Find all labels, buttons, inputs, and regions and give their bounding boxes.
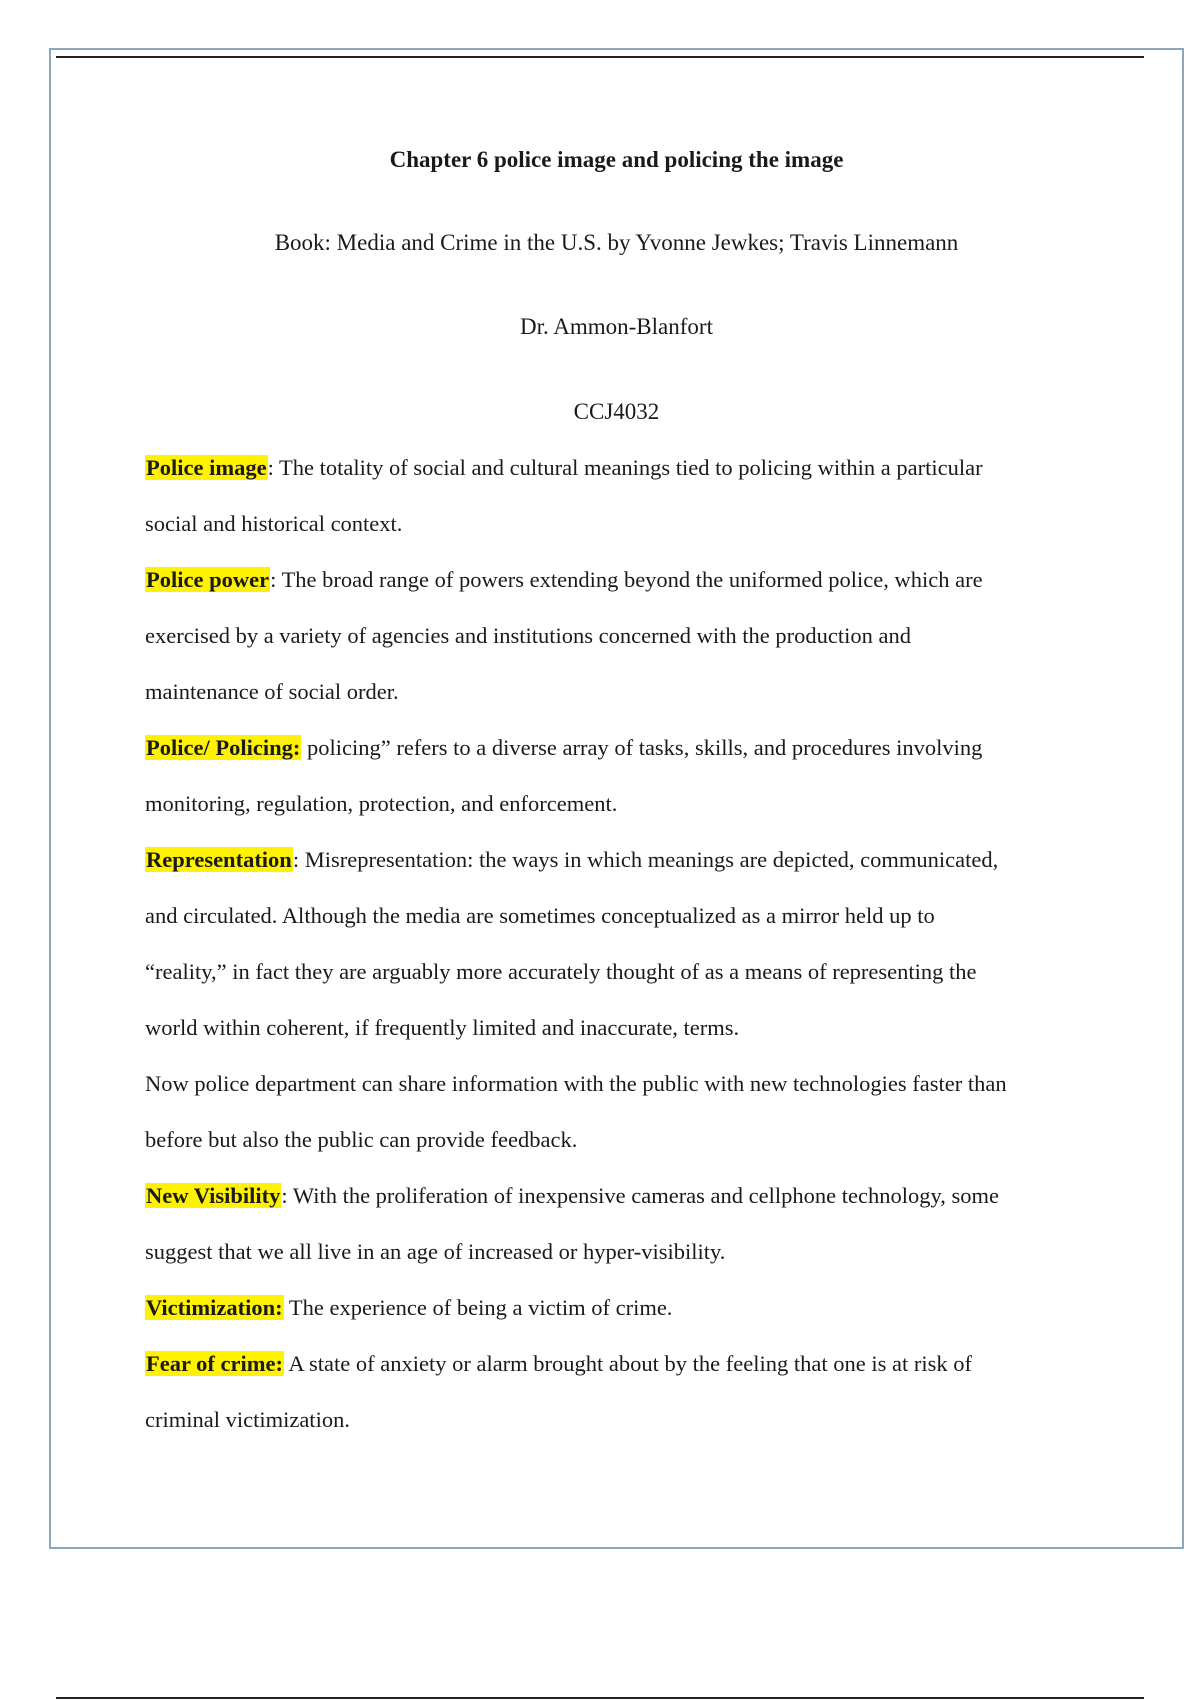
definition-text: A state of anxiety or alarm brought about by the feeling that one is at risk of — [284, 1351, 972, 1376]
document-body — [145, 440, 1085, 1448]
bottom-rule — [56, 1697, 1144, 1699]
term-policing: Police/ Policing: — [146, 735, 301, 760]
entry-representation-line4: world within coherent, if frequently limited and inaccurate, terms. — [145, 1015, 740, 1040]
entry-policing-line2: monitoring, regulation, protection, and enforcement. — [145, 791, 618, 816]
entry-representation-line3: “reality,” in fact they are arguably more accurately thought of as a means of representing the — [145, 959, 977, 984]
entry-fear-of-crime-line1 — [145, 1336, 1085, 1392]
book-citation: Book: Media and Crime in the U.S. by Yvonne Jewkes; Travis Linnemann — [274, 230, 959, 255]
definition-text: : Misrepresentation: the ways in which meanings are depicted, communicated, — [292, 847, 999, 872]
term-police-image: Police image — [146, 455, 267, 480]
entry-fear-of-crime-line2: criminal victimization. — [145, 1407, 350, 1432]
entry-police-image-line2: social and historical context. — [145, 511, 403, 536]
top-rule — [56, 56, 1144, 58]
entry-police-power-line2: exercised by a variety of agencies and institutions concerned with the production and — [145, 623, 911, 648]
entry-police-power-line1 — [145, 552, 1085, 608]
entry-policing-line1 — [145, 720, 1085, 776]
definition-text: The experience of being a victim of crime. — [283, 1295, 673, 1320]
term-fear-of-crime: Fear of crime: — [146, 1351, 283, 1376]
entry-representation-line2: and circulated. Although the media are sometimes conceptualized as a mirror held up to — [145, 903, 935, 928]
term-new-visibility: New Visibility — [146, 1183, 281, 1208]
entry-police-power-line3: maintenance of social order. — [145, 679, 399, 704]
entry-new-visibility-line1 — [145, 1168, 1085, 1224]
entry-new-visibility-line2: suggest that we all live in an age of increased or hyper-visibility. — [145, 1239, 726, 1264]
entry-representation-line1 — [145, 832, 1085, 888]
definition-text: : With the proliferation of inexpensive cameras and cellphone technology, some — [281, 1183, 1000, 1208]
course-code: CCJ4032 — [573, 399, 660, 424]
definition-text: policing” refers to a diverse array of tasks, skills, and procedures involving — [301, 735, 983, 760]
term-victimization: Victimization: — [146, 1295, 283, 1320]
document-title: Chapter 6 police image and policing the image — [389, 147, 844, 172]
term-police-power: Police power — [146, 567, 270, 592]
instructor-name: Dr. Ammon-Blanfort — [520, 314, 713, 339]
term-representation: Representation — [146, 847, 292, 872]
definition-text: : The totality of social and cultural meanings tied to policing within a particular — [267, 455, 983, 480]
note-line1: Now police department can share information with the public with new technologies faster than — [145, 1071, 1007, 1096]
definition-text: : The broad range of powers extending beyond the uniformed police, which are — [270, 567, 983, 592]
entry-victimization-line1 — [145, 1280, 1085, 1336]
entry-police-image-line1 — [145, 440, 1085, 496]
note-line2: before but also the public can provide feedback. — [145, 1127, 578, 1152]
